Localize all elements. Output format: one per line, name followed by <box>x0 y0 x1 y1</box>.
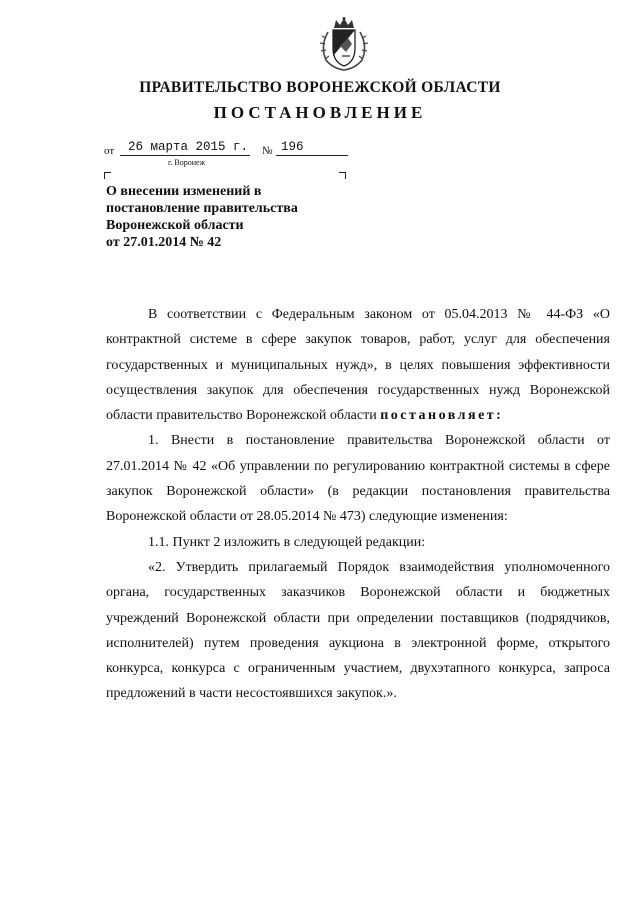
decree-word: постановляет: <box>380 408 504 424</box>
document-subject <box>106 183 366 251</box>
preamble-text: В соответствии с Федеральным законом от 05.04.2013 № 44-ФЗ «О контрактной системе в сфере закупок товаров, работ, услуг для обеспечения государственных и муниципальных нужд», в целях повышения эффективности осуществления закупок для обеспечения государственных нужд Воронежской области правительство Воронежской области <box>106 307 610 424</box>
subject-line: от 27.01.2014 № 42 <box>106 235 222 250</box>
item-2-paragraph: «2. Утвердить прилагаемый Порядок взаимодействия уполномоченного органа, государственных заказчиков Воронежской области и бюджетных учреждений Воронежской области при определении поставщиков (подрядчиков, исполнителей) путем проведения аукциона в электронной форме, открытого конкурса, конкурса с ограниченным участием, двухэтапного конкурса, запроса предложений в части несостоявшихся закупок.». <box>106 559 610 702</box>
voronezh-coat-of-arms-icon <box>318 16 370 72</box>
from-label: от <box>104 145 115 157</box>
subject-bracket-left <box>104 172 111 179</box>
subject-line: Воронежской области <box>106 218 244 233</box>
item-1-paragraph: 1. Внести в постановление правительства Воронежской области от 27.01.2014 № 42 «Об управлении по регулированию контрактной системы в сфере закупок Воронежской области» (в редакции постановления правительства Воронежской области от 28.05.2014 № 473) следующие изменения: <box>106 433 610 525</box>
organization-title: ПРАВИТЕЛЬСТВО ВОРОНЕЖСКОЙ ОБЛАСТИ <box>139 79 501 96</box>
date-number-line <box>104 140 364 160</box>
city-label: г. Воронеж <box>168 158 206 167</box>
document-number: 196 <box>281 140 304 154</box>
subject-line: постановление правительства <box>106 201 298 216</box>
document-body <box>106 302 610 707</box>
preamble-paragraph <box>106 302 610 428</box>
subject-bracket-right <box>339 172 346 179</box>
document-type: ПОСТАНОВЛЕНИЕ <box>213 103 427 122</box>
number-label: № <box>262 145 273 157</box>
item-1-1-paragraph: 1.1. Пункт 2 изложить в следующей редакции: <box>148 534 426 550</box>
subject-line: О внесении изменений в <box>106 184 262 199</box>
document-date: 26 марта 2015 г. <box>128 140 249 154</box>
